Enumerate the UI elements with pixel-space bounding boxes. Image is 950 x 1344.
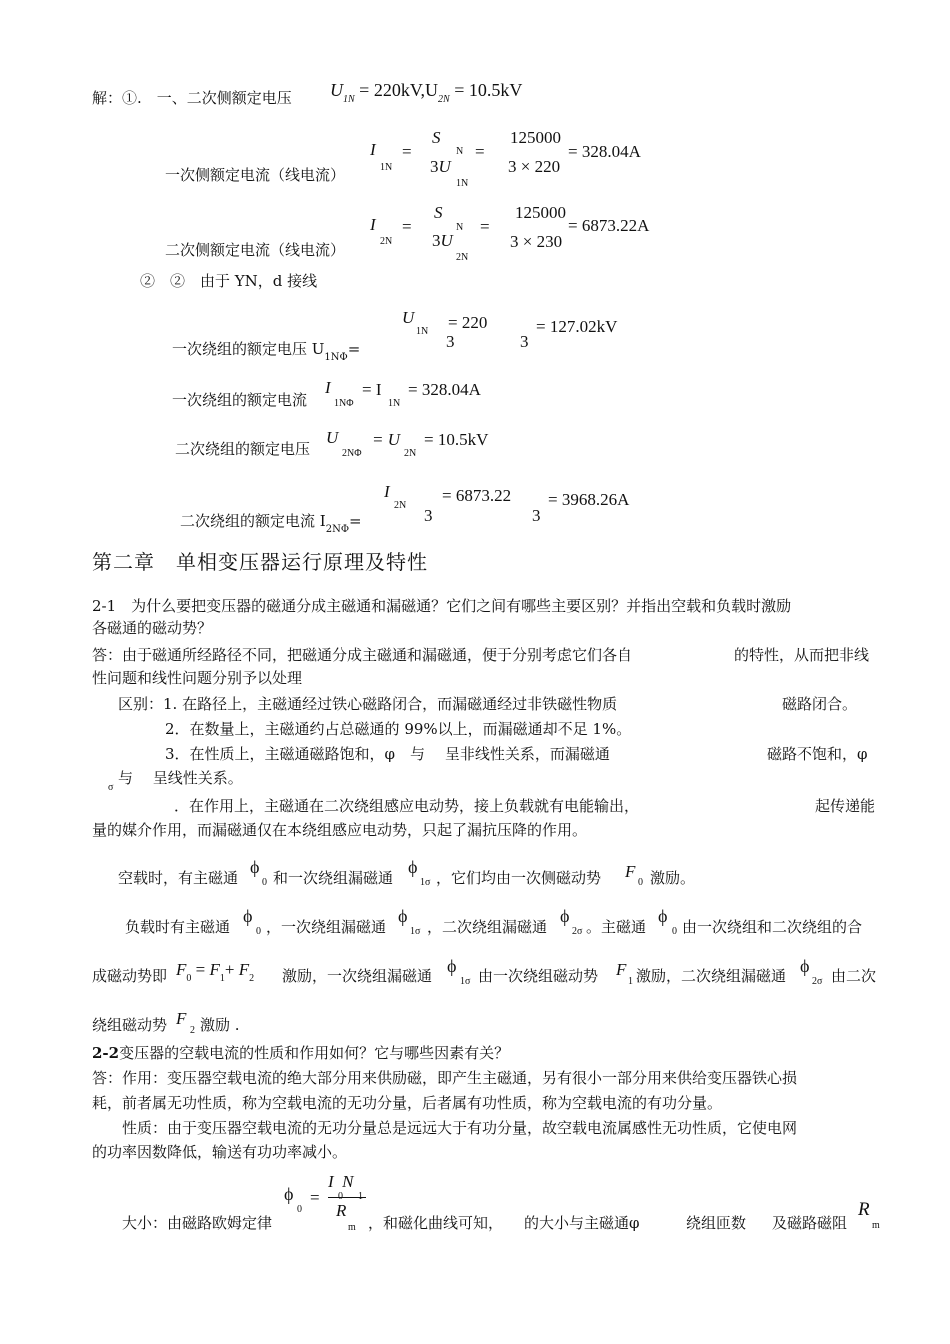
i2n-denominator: 3 × 230: [510, 232, 563, 251]
i1np-eq: = I: [362, 380, 382, 399]
q21-answer-line1b: 的特性，从而把非线: [734, 646, 870, 664]
sn-sub: N: [456, 146, 464, 157]
f-sub: 1: [628, 976, 633, 987]
q21-diff2: 2．在数量上，主磁通约占总磁通的 99%以上，而漏磁通却不足 1%。: [165, 720, 632, 738]
phi-sub: 1σ: [420, 877, 431, 888]
eq-u-symbol: U: [330, 80, 343, 100]
q21-diff3a: 3．在性质上，主磁通磁路饱和，φ 与 呈非线性关系，而漏磁通: [165, 745, 610, 763]
q21-load3-b: 激励 .: [200, 1016, 240, 1034]
eq-sub: 2N: [438, 94, 450, 105]
rm-symbol: R: [858, 1199, 870, 1220]
i-symbol: I: [325, 378, 331, 397]
q22-answer-line1: 答：作用：变压器空载电流的绝大部分用来供励磁，即产生主磁通，另有很小一部分用来供给变压器铁心损: [92, 1069, 798, 1087]
phi-icon: ϕ: [284, 1184, 294, 1204]
sqrt-3: 3: [532, 506, 541, 525]
rm-symbol: R: [336, 1201, 347, 1220]
solution-label: 解：①. 一、二次侧额定电压: [92, 89, 292, 107]
q21-diff1a: 区别：1. 在路径上，主磁通经过铁心磁路闭合，而漏磁通经过非铁磁性物质: [118, 695, 618, 713]
i1np-result: = 328.04A: [408, 380, 481, 399]
i2n-numerator: 125000: [515, 203, 566, 222]
phi-sub: 2σ: [812, 976, 823, 987]
i2n-symbol: I: [370, 215, 376, 234]
chapter-title: 第二章 单相变压器运行原理及特性: [92, 550, 428, 574]
phi-sub: 1σ: [410, 926, 421, 937]
i2n-sub: 2N: [380, 236, 393, 247]
q21-load2-b: 激励，一次绕组漏磁通: [282, 967, 433, 985]
q21-noload-a: 空载时，有主磁通: [118, 869, 239, 887]
sqrt-3: 3: [520, 332, 529, 351]
equals: =: [310, 1188, 320, 1207]
eq-value: = 220kV,U: [359, 80, 439, 100]
u2np-eq: = U: [372, 430, 400, 449]
q22-answer-line2: 耗，前者属无功性质，称为空载电流的无功分量，后者属有功性质，称为空载电流的有功分量。: [92, 1094, 723, 1112]
i2np-result: = 3968.26A: [548, 490, 630, 509]
q21-question-line1: 2-1 为什么要把变压器的磁通分成主磁通和漏磁通？它们之间有哪些主要区别？并指出空载和负载时激励: [92, 597, 792, 615]
i0n1-numerator: I N: [328, 1172, 354, 1191]
q21-load-d: 。主磁通: [586, 918, 647, 936]
i2n-label: 二次侧额定电流（线电流）: [165, 241, 346, 259]
u2np-result: = 10.5kV: [424, 430, 489, 449]
q21-diff4b: 起传递能: [815, 797, 876, 815]
q22-size-b: ，和磁化曲线可知，: [368, 1214, 504, 1232]
u1np-label: [172, 339, 360, 362]
q21-noload-b: 和一次绕组漏磁通: [273, 869, 394, 887]
phi-icon: ϕ: [243, 906, 253, 926]
q21-load3-a: 绕组磁动势: [92, 1016, 168, 1034]
eq-u1n: [330, 80, 523, 105]
i2np-label: [180, 511, 362, 534]
label-sub: 1NΦ: [324, 352, 348, 363]
i1n-denominator: 3 × 220: [508, 157, 561, 176]
solution-line-1: [92, 88, 292, 108]
sqrt-3: 3: [446, 332, 455, 351]
q22-question: [92, 1043, 509, 1063]
phi-icon: ϕ: [447, 956, 457, 976]
phi-sub: 0: [297, 1204, 302, 1215]
sn-sub: N: [456, 222, 464, 233]
equals: =: [475, 142, 485, 161]
equals: =: [402, 217, 412, 236]
sqrt-3: 3: [424, 506, 433, 525]
q21-diff4a: ．在作用上，主磁通在二次绕组感应电动势，接上负载就有电能输出，: [174, 797, 640, 815]
rm-sub: m: [872, 1220, 880, 1231]
q21-load-b: ，一次绕组漏磁通: [266, 918, 387, 936]
label-text: 一次绕组的额定电压 U: [172, 340, 325, 358]
i1np-label: 一次绕组的额定电流: [172, 391, 308, 409]
phi-sub: 1σ: [460, 976, 471, 987]
u2np-label: 二次绕组的额定电压: [175, 440, 311, 458]
f-symbol: F: [176, 1009, 187, 1028]
i1n-numerator: 125000: [510, 128, 561, 147]
i2n-symbol: I: [384, 482, 390, 501]
q21-load2-a: 成磁动势即: [92, 967, 168, 985]
f-symbol: F: [616, 960, 627, 979]
eq-value: = 10.5kV: [454, 80, 523, 100]
q21-load-a: 负载时有主磁通: [125, 918, 231, 936]
q22-size-d: 绕组匝数: [686, 1214, 747, 1232]
i1n-sub: 1N: [380, 162, 393, 173]
q21-load-c: ，二次绕组漏磁通: [427, 918, 548, 936]
phi-icon: ϕ: [658, 906, 668, 926]
u1np-result: = 127.02kV: [536, 317, 618, 336]
u1np-numerator: = 220: [448, 313, 488, 332]
sigma-sub: σ: [108, 782, 114, 793]
q21-load-e: 由一次绕组和二次绕组的合: [682, 918, 863, 936]
u2np-sub: 2NΦ: [342, 448, 362, 459]
u1n-sub: 1N: [456, 178, 469, 189]
q22-size-e: 及磁路磁阻: [772, 1214, 848, 1232]
i1np-sub: 1NΦ: [334, 398, 354, 409]
u1n-sub: 1N: [416, 326, 429, 337]
q21-load2-c: 由一次绕组磁动势: [478, 967, 599, 985]
mmf-equation: $F_0 = F_1+ F_2$: [176, 960, 255, 984]
q22-number: 2-2: [92, 1044, 120, 1062]
i1n-result: = 328.04A: [568, 142, 641, 161]
equals: =: [402, 142, 412, 161]
i2np-numerator: = 6873.22: [442, 486, 512, 505]
phi-icon: ϕ: [800, 956, 810, 976]
phi-icon: ϕ: [408, 857, 418, 877]
phi-icon: ϕ: [560, 906, 570, 926]
phi-icon: ϕ: [250, 857, 260, 877]
q21-diff3c: 与 呈线性关系。: [118, 769, 243, 787]
q22-nature-line2: 的功率因数降低，输送有功功率减小。: [92, 1143, 348, 1161]
equals: =: [349, 512, 362, 530]
sqrt3u: 3U: [432, 231, 453, 250]
q21-noload-c: ，它们均由一次侧磁动势: [436, 869, 602, 887]
q22-nature-line1: 性质：由于变压器空载电流的无功分量总是远远大于有功分量，故空载电流属感性无功性质，它使电网: [122, 1119, 798, 1137]
q22-text: 变压器的空载电流的性质和作用如何？它与哪些因素有关？: [119, 1044, 510, 1062]
i2n-sub: 2N: [394, 500, 407, 511]
f-symbol: F: [625, 862, 636, 881]
q21-load2-e: 由二次: [831, 967, 877, 985]
f-sub: 2: [190, 1025, 195, 1036]
q21-question-line2: 各磁通的磁动势？: [92, 619, 213, 637]
q21-diff1b: 磁路闭合。: [782, 695, 858, 713]
q21-answer-line2: 性问题和线性问题分别予以处理: [92, 669, 303, 687]
q21-noload-d: 激励。: [650, 869, 696, 887]
q21-diff3b: 磁路不饱和，φ: [767, 745, 868, 763]
label-text: 二次绕组的额定电流 I: [180, 512, 326, 530]
sub-0: 0: [338, 1191, 343, 1202]
q22-size-c: 的大小与主磁通φ: [524, 1214, 640, 1232]
u2n-sub: 2N: [404, 448, 417, 459]
q22-size-a: 大小：由磁路欧姆定律: [122, 1214, 273, 1232]
q21-answer-line1a: 答：由于磁通所经路径不同，把磁通分成主磁通和漏磁通，便于分别考虑它们各自: [92, 646, 633, 664]
i1n-sub: 1N: [388, 398, 401, 409]
rm-sub: m: [348, 1222, 356, 1233]
equals: =: [347, 340, 361, 358]
equals: =: [480, 217, 490, 236]
phi-sub: 0: [262, 877, 267, 888]
phi-sub: 0: [672, 926, 677, 937]
sn-symbol: S: [432, 128, 441, 147]
f-sub: 0: [638, 877, 643, 888]
phi-icon: ϕ: [398, 906, 408, 926]
sn-symbol: S: [434, 203, 443, 222]
q21-diff4c: 量的媒介作用，而漏磁通仅在本绕组感应电动势，只起了漏抗压降的作用。: [92, 821, 588, 839]
u2n-sub: 2N: [456, 252, 469, 263]
i2n-result: = 6873.22A: [568, 216, 650, 235]
u1n-symbol: U: [402, 308, 415, 327]
u-symbol: U: [326, 428, 339, 447]
phi-sub: 2σ: [572, 926, 583, 937]
sqrt3u: 3U: [430, 157, 451, 176]
sub-1: 1: [358, 1191, 363, 1202]
q21-load2-d: 激励，二次绕组漏磁通: [636, 967, 787, 985]
eq-sub: 1N: [343, 94, 355, 105]
label-sub: 2NΦ: [325, 524, 350, 535]
i1n-symbol: I: [370, 140, 376, 159]
i1n-label: 一次侧额定电流（线电流）: [165, 166, 346, 184]
phi-sub: 0: [256, 926, 261, 937]
point-2: ② ② 由于 YN，d 接线: [140, 272, 318, 290]
